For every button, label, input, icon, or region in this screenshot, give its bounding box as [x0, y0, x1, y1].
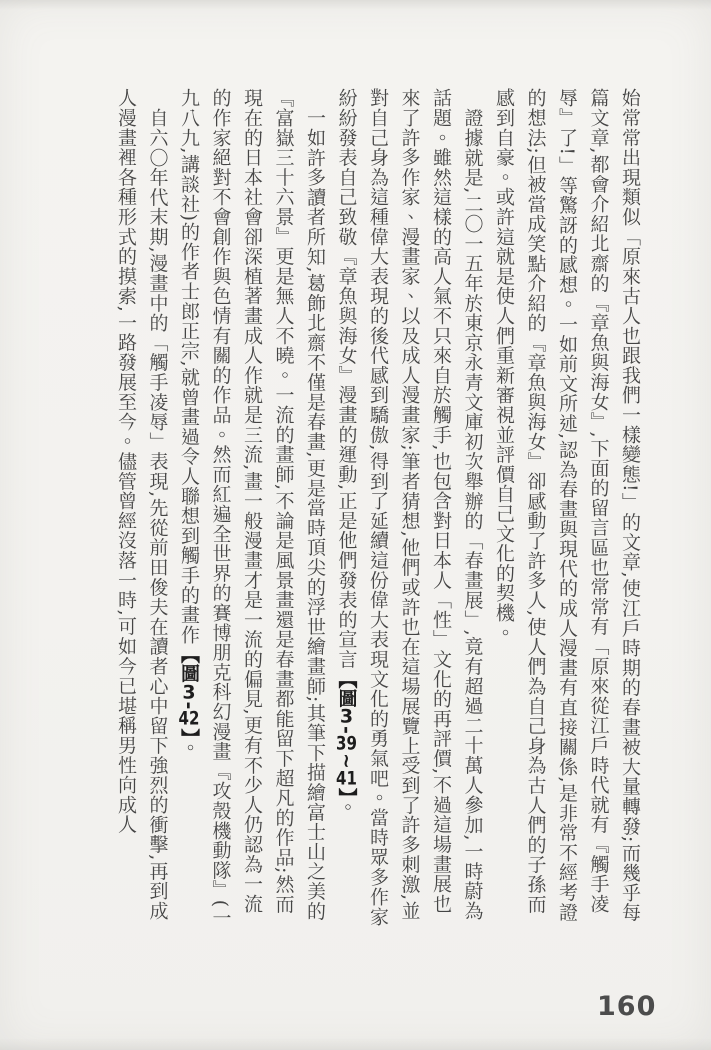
scan-shadow-bottom [0, 1038, 711, 1050]
figure-reference: 【圖3-42】 [178, 644, 200, 738]
paragraph: 始常常出現類似「原來古人也跟我們一樣變態!」的文章,使江戶時期的春畫被大量轉發;而幾乎每篇文章,都會介紹北齋的『章魚與海女』,下面的留言區也常常有「原來從江戶時代就有『觸手凌辱』了!」等驚訝的感想。一如前文所述,認為春畫與現代的成人漫畫有直接關係,是非常不經考證的想法;但被當成笑點介紹的『章魚與海女』卻感動了許多人,使人們為自己身為古人們的子孫而感到自豪。或許這就是使人們重新審視並評價自己文化的契機。 [493, 88, 641, 923]
page-number: 160 [597, 991, 657, 1022]
paragraph: 自六〇年代末期,漫畫中的「觸手凌辱」表現,先從前田俊夫在讀者心中留下強烈的衝擊,再到成人漫畫裡各種形式的摸索,一路發展至今。儘管曾經沒落一時,可如今已堪稱男性向成人 [115, 88, 169, 921]
paragraph: 證據就是,二〇一五年於東京永青文庫初次舉辦的「春畫展」,竟有超過二十萬人參加,一時蔚為話題。雖然這樣的高人氣不只來自於觸手,也包含對日本人「性」文化的再評價,不過這場畫展也來了許多作家、漫畫家、以及成人漫畫家;筆者猜想,他們或許也在這場展覽上受到了許多刺激,並對自己身為這種偉大表現的後代感到驕傲,得到了延續這份偉大表現文化的勇氣吧。當時眾多作家紛紛發表自己致敬『章魚與海女』漫畫的運動,正是他們發表的宣言【圖3-39~41】。 [335, 88, 484, 927]
figure-reference: 【圖3-39~41】 [335, 669, 358, 798]
page-text [77, 88, 645, 930]
scan-shadow-top [0, 0, 711, 10]
paragraph: 一如許多讀者所知,葛飾北齋不僅是春畫,更是當時頂尖的浮世繪畫師;其筆下描繪富士山之美的『富嶽三十六景』更是無人不曉。一流的畫師,不論是風景畫還是春畫都能留下超凡的作品;然而現在的日本社會卻深植著畫成人作就是三流,畫一般漫畫才是一流的偏見,更有不少人仍認為一流的作家絕對不會創作與色情有關的作品。然而紅遍全世界的賽博朋克科幻漫畫『攻殼機動隊』(一九八九,講談社)的作者士郎正宗,就曾畫過令人聯想到觸手的畫作【圖3-42】。 [178, 88, 326, 928]
